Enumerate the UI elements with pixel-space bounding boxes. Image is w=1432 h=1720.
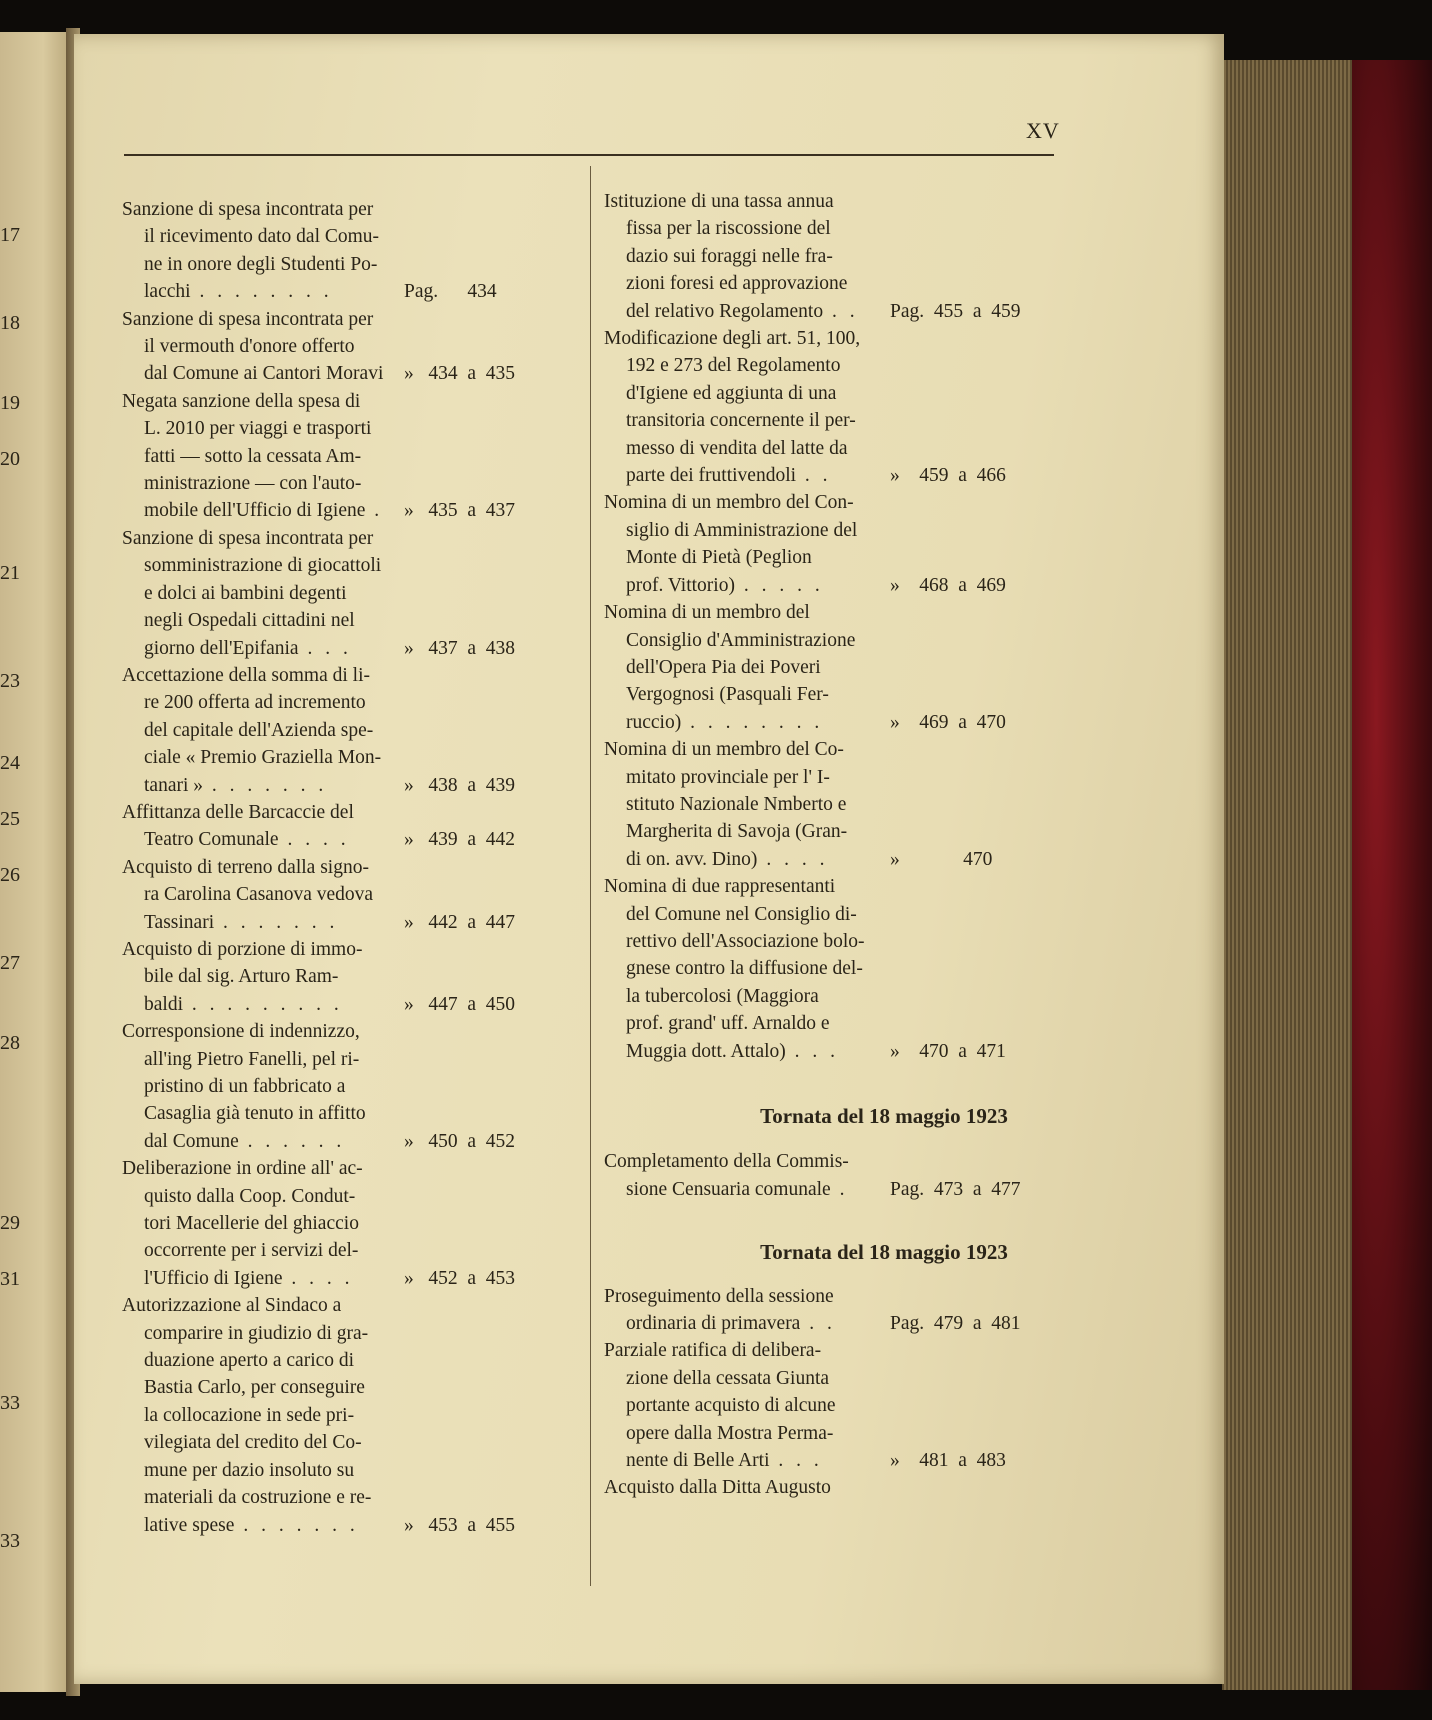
entry-line xyxy=(604,435,1164,462)
index-entry xyxy=(122,306,602,388)
entry-text: Accettazione della somma di li- xyxy=(122,664,370,686)
entry-line xyxy=(122,1457,602,1484)
entry-text: del relativo Regolamento xyxy=(626,300,824,322)
margin-number: 24 xyxy=(0,752,20,774)
index-entry xyxy=(122,1018,602,1155)
section-heading-1: Tornata del 18 maggio 1923 xyxy=(760,1104,1008,1128)
entry-line xyxy=(604,270,1164,297)
entry-line xyxy=(122,552,602,579)
index-entry xyxy=(604,325,1164,489)
entry-line xyxy=(604,1474,1164,1501)
entry-line xyxy=(122,1237,602,1264)
entry-text: zione della cessata Giunta xyxy=(626,1367,830,1389)
entry-text: tori Macellerie del ghiaccio xyxy=(144,1213,359,1235)
index-entry xyxy=(604,736,1164,873)
leader-dots: . . . . . . . xyxy=(234,1514,359,1536)
leader-dots: . . xyxy=(800,1313,836,1335)
leader-dots: . . . xyxy=(298,637,352,659)
index-entry xyxy=(122,854,602,936)
page-reference: Pag. 473 a 477 xyxy=(890,1178,1021,1200)
section-heading-2: Tornata del 18 maggio 1923 xyxy=(760,1240,1008,1265)
margin-number: 25 xyxy=(0,808,20,830)
right-entries-top xyxy=(604,188,1164,1065)
page-reference: » 442 a 447 xyxy=(404,911,516,933)
entry-line xyxy=(604,901,1164,928)
leader-dots: . . . . xyxy=(278,829,350,851)
entry-text: del Comune nel Consiglio di- xyxy=(626,903,857,925)
page-reference: » 439 a 442 xyxy=(404,829,516,851)
leader-dots: . . . . . . xyxy=(238,1130,346,1152)
page-reference: » 450 a 452 xyxy=(404,1130,516,1152)
leader-dots: . xyxy=(830,1178,849,1200)
entry-line xyxy=(604,298,1164,325)
page-reference: » 453 a 455 xyxy=(404,1514,516,1536)
entry-text: re 200 offerta ad incremento xyxy=(144,692,366,714)
entry-text: fatti — sotto la cessata Am- xyxy=(144,445,362,467)
entry-line xyxy=(122,1512,602,1539)
entry-text: ra Carolina Casanova vedova xyxy=(144,884,374,906)
entry-line xyxy=(604,1337,1164,1364)
entry-line xyxy=(122,607,602,634)
entry-text: zioni foresi ed approvazione xyxy=(626,273,848,295)
index-entry xyxy=(604,489,1164,599)
entry-text: messo di vendita del latte da xyxy=(626,437,848,459)
entry-text: tanari » xyxy=(144,774,204,796)
index-entry xyxy=(604,599,1164,736)
margin-number: 17 xyxy=(0,224,20,246)
entry-text: Vergognosi (Pasquali Fer- xyxy=(626,684,829,706)
entry-line xyxy=(122,854,602,881)
margin-number: 23 xyxy=(0,670,20,692)
index-entry xyxy=(122,525,602,662)
index-entry xyxy=(604,873,1164,1065)
entry-text: Negata sanzione della spesa di xyxy=(122,390,361,412)
page-reference: » 468 a 469 xyxy=(890,574,1006,596)
entry-text: Sanzione di spesa incontrata per xyxy=(122,199,374,220)
entry-line xyxy=(122,388,602,415)
entry-text: bile dal sig. Arturo Ram- xyxy=(144,966,339,988)
entry-line xyxy=(122,744,602,771)
entry-line xyxy=(122,1128,602,1155)
entry-line xyxy=(604,1365,1164,1392)
entry-line xyxy=(122,1100,602,1127)
entry-text: dell'Opera Pia dei Poveri xyxy=(626,656,821,678)
index-page xyxy=(74,34,1224,1684)
entry-text: gnese contro la diffusione del- xyxy=(626,958,863,980)
margin-number: 20 xyxy=(0,448,20,470)
entry-text: stituto Nazionale Nmberto e xyxy=(626,793,847,815)
entry-text: Proseguimento della sessione xyxy=(604,1285,834,1307)
entry-text: portante acquisto di alcune xyxy=(626,1395,836,1417)
entry-text: Nomina di un membro del Co- xyxy=(604,739,844,761)
entry-line xyxy=(604,380,1164,407)
entry-line xyxy=(604,544,1164,571)
entry-line xyxy=(122,826,602,853)
margin-number: 26 xyxy=(0,864,20,886)
entry-text: comparire in giudizio di gra- xyxy=(144,1322,369,1344)
entry-line xyxy=(122,470,602,497)
entry-line xyxy=(604,1283,1164,1310)
entry-line xyxy=(122,772,602,799)
index-entry xyxy=(122,799,602,854)
entry-text: Sanzione di spesa incontrata per xyxy=(122,527,374,549)
entry-line xyxy=(604,764,1164,791)
margin-number: 27 xyxy=(0,952,20,974)
entry-text: pristino di un fabbricato a xyxy=(144,1076,346,1097)
entry-line xyxy=(122,580,602,607)
index-entry xyxy=(122,936,602,1018)
entry-line xyxy=(604,791,1164,818)
entry-text: dal Comune ai Cantori Moravi xyxy=(144,363,384,385)
entry-text: materiali da costruzione e re- xyxy=(144,1487,372,1509)
entry-line xyxy=(122,1183,602,1210)
entry-line xyxy=(122,991,602,1018)
entry-line xyxy=(122,1347,602,1374)
entry-line xyxy=(604,1447,1164,1474)
margin-number: 33 xyxy=(0,1530,20,1552)
entry-text: sione Censuaria comunale xyxy=(626,1178,831,1200)
leader-dots: . . . . . . . xyxy=(203,774,328,796)
entry-text: mobile dell'Ufficio di Igiene xyxy=(144,500,366,522)
entry-line xyxy=(122,909,602,936)
entry-line xyxy=(604,1176,1164,1203)
entry-line xyxy=(604,928,1164,955)
entry-line xyxy=(604,1010,1164,1037)
entry-text: Completamento della Commis- xyxy=(604,1151,849,1173)
index-entry xyxy=(604,1337,1164,1474)
entry-text: transitoria concernente il per- xyxy=(626,410,856,432)
entry-line xyxy=(122,525,602,552)
entry-line xyxy=(122,1073,602,1100)
page-reference: Pag. 479 a 481 xyxy=(890,1313,1021,1335)
entry-text: lative spese xyxy=(144,1514,235,1536)
entry-text: occorrente per i servizi del- xyxy=(144,1240,359,1262)
leader-dots: . . xyxy=(796,465,832,487)
entry-line xyxy=(122,963,602,990)
index-entry xyxy=(604,1148,1164,1203)
index-entry xyxy=(604,1283,1164,1338)
entry-text: giorno dell'Epifania xyxy=(144,637,299,659)
entry-line xyxy=(122,278,602,305)
index-entry xyxy=(604,1474,1164,1501)
entry-text: Nomina di un membro del xyxy=(604,602,810,624)
entry-text: quisto dalla Coop. Condut- xyxy=(144,1185,356,1207)
leader-dots: . . . xyxy=(769,1450,823,1472)
left-column xyxy=(122,196,602,1539)
entry-line xyxy=(604,572,1164,599)
entry-line xyxy=(604,983,1164,1010)
entry-text: fissa per la riscossione del xyxy=(626,218,831,240)
left-page-edge xyxy=(0,32,72,1692)
entry-text: Bastia Carlo, per conseguire xyxy=(144,1377,365,1399)
page-number: XV xyxy=(1026,118,1060,143)
page-reference: » 437 a 438 xyxy=(404,637,516,659)
margin-number: 19 xyxy=(0,392,20,414)
entry-line xyxy=(122,223,602,250)
entry-text: Nomina di due rappresentanti xyxy=(604,876,836,898)
entry-text: il vermouth d'onore offerto xyxy=(144,336,355,358)
page-reference: » 470 xyxy=(890,848,993,870)
margin-number: 31 xyxy=(0,1268,20,1290)
page-reference: » 434 a 435 xyxy=(404,363,516,385)
entry-text: Corresponsione di indennizzo, xyxy=(122,1021,360,1043)
entry-line xyxy=(604,873,1164,900)
entry-line xyxy=(604,188,1164,215)
entry-text: dal Comune xyxy=(144,1130,239,1152)
entry-text: d'Igiene ed aggiunta di una xyxy=(626,382,837,404)
entry-text: Acquisto di terreno dalla signo- xyxy=(122,856,369,878)
margin-number: 28 xyxy=(0,1032,20,1054)
entry-text: mitato provinciale per l' I- xyxy=(626,766,830,788)
entry-line xyxy=(122,1320,602,1347)
page-reference: » 469 a 470 xyxy=(890,711,1006,733)
entry-line xyxy=(604,1420,1164,1447)
entry-text: Consiglio d'Amministrazione xyxy=(626,629,856,651)
red-cover xyxy=(1352,60,1432,1690)
entry-line xyxy=(122,360,602,387)
entry-text: mune per dazio insoluto su xyxy=(144,1459,355,1481)
entry-text: opere dalla Mostra Perma- xyxy=(626,1422,834,1444)
entry-line xyxy=(122,689,602,716)
entry-line xyxy=(604,681,1164,708)
entry-line xyxy=(604,818,1164,845)
entry-text: Acquisto di porzione di immo- xyxy=(122,938,363,960)
entry-line xyxy=(122,1429,602,1456)
entry-line xyxy=(122,662,602,689)
right-entries-bottom xyxy=(604,1283,1164,1502)
entry-line xyxy=(604,352,1164,379)
right-entries-mid xyxy=(604,1148,1164,1203)
margin-number: 21 xyxy=(0,562,20,584)
index-entry xyxy=(122,1155,602,1292)
leader-dots: . . . xyxy=(785,1040,840,1062)
entry-line xyxy=(122,1046,602,1073)
page-reference: » 447 a 450 xyxy=(404,993,516,1015)
entry-line xyxy=(604,325,1164,352)
entry-line xyxy=(604,1392,1164,1419)
entry-line xyxy=(122,415,602,442)
leader-dots: . . . . xyxy=(757,848,829,870)
entry-text: rettivo dell'Associazione bolo- xyxy=(626,930,865,952)
entry-text: vilegiata del credito del Co- xyxy=(144,1432,362,1454)
entry-line xyxy=(122,1484,602,1511)
entry-line xyxy=(122,635,602,662)
leader-dots: . . . . . . . . xyxy=(681,711,824,733)
page-reference: » 459 a 466 xyxy=(890,465,1006,487)
entry-text: Margherita di Savoja (Gran- xyxy=(626,821,848,843)
margin-number: 33 xyxy=(0,1392,20,1414)
entry-text: L. 2010 per viaggi e trasporti xyxy=(144,418,372,440)
entry-line xyxy=(122,333,602,360)
entry-line xyxy=(604,407,1164,434)
entry-text: la tubercolosi (Maggiora xyxy=(626,985,819,1007)
entry-line xyxy=(122,306,602,333)
entry-line xyxy=(604,846,1164,873)
entry-line xyxy=(604,1148,1164,1175)
margin-number: 18 xyxy=(0,312,20,334)
entry-text: Acquisto dalla Ditta Augusto xyxy=(604,1477,831,1499)
entry-text: parte dei fruttivendoli xyxy=(626,465,797,487)
page-block-edge xyxy=(1222,60,1352,1690)
entry-text: nente di Belle Arti xyxy=(626,1450,770,1472)
leader-dots: . . . . . . . . . xyxy=(183,993,343,1015)
entry-line xyxy=(122,1402,602,1429)
entry-text: prof. Vittorio) xyxy=(626,574,735,596)
entry-text: Tassinari xyxy=(144,911,215,933)
entry-text: prof. grand' uff. Arnaldo e xyxy=(626,1013,830,1035)
entry-line xyxy=(604,1310,1164,1337)
entry-text: Deliberazione in ordine all' ac- xyxy=(122,1158,363,1180)
entry-text: ne in onore degli Studenti Po- xyxy=(144,253,378,275)
entry-text: del capitale dell'Azienda spe- xyxy=(144,719,374,741)
entry-text: baldi xyxy=(144,993,183,1015)
entry-text: Istituzione di una tassa annua xyxy=(604,191,834,212)
page-reference: » 452 a 453 xyxy=(404,1267,516,1289)
entry-line xyxy=(122,881,602,908)
entry-line xyxy=(604,1038,1164,1065)
entry-text: Nomina di un membro del Con- xyxy=(604,492,854,514)
entry-text: di on. avv. Dino) xyxy=(626,848,758,870)
entry-line xyxy=(122,251,602,278)
entry-text: Sanzione di spesa incontrata per xyxy=(122,308,374,330)
leader-dots: . . . . . . . . xyxy=(190,281,333,303)
index-entry xyxy=(604,188,1164,325)
entry-text: Casaglia già tenuto in affitto xyxy=(144,1103,366,1125)
right-column xyxy=(604,188,1164,1502)
entry-line xyxy=(122,799,602,826)
entry-line xyxy=(122,1292,602,1319)
entry-text: e dolci ai bambini degenti xyxy=(144,582,347,604)
page-reference: » 435 a 437 xyxy=(404,500,516,522)
page-reference: » 481 a 483 xyxy=(890,1450,1006,1472)
entry-line xyxy=(604,599,1164,626)
entry-text: il ricevimento dato dal Comu- xyxy=(144,226,380,248)
entry-line xyxy=(604,736,1164,763)
leader-dots: . xyxy=(365,500,384,522)
entry-line xyxy=(604,215,1164,242)
page-reference: Pag. 434 xyxy=(404,281,497,303)
left-margin-numbers xyxy=(0,32,30,1692)
entry-line xyxy=(122,1374,602,1401)
entry-text: Teatro Comunale xyxy=(144,829,279,851)
entry-text: Affittanza delle Barcaccie del xyxy=(122,801,354,823)
index-entry xyxy=(122,1292,602,1539)
entry-text: ordinaria di primavera xyxy=(626,1313,801,1335)
entry-text: somministrazione di giocattoli xyxy=(144,555,382,577)
entry-line xyxy=(604,243,1164,270)
entry-line xyxy=(604,462,1164,489)
entry-text: lacchi xyxy=(144,281,191,303)
entry-text: duazione aperto a carico di xyxy=(144,1350,355,1372)
page-reference: Pag. 455 a 459 xyxy=(890,300,1021,322)
entry-text: siglio di Amministrazione del xyxy=(626,519,858,541)
entry-line xyxy=(122,1155,602,1182)
margin-number: 29 xyxy=(0,1212,20,1234)
entry-text: Muggia dott. Attalo) xyxy=(626,1040,786,1062)
leader-dots: . . . . . . . xyxy=(214,911,339,933)
leader-dots: . . . . . xyxy=(734,574,824,596)
entry-line xyxy=(604,489,1164,516)
entry-text: Modificazione degli art. 51, 100, xyxy=(604,328,861,350)
entry-text: all'ing Pietro Fanelli, pel ri- xyxy=(144,1048,360,1070)
entry-line xyxy=(604,654,1164,681)
entry-line xyxy=(122,717,602,744)
entry-line xyxy=(122,1265,602,1292)
leader-dots: . . . . xyxy=(282,1267,354,1289)
entry-text: 192 e 273 del Regolamento xyxy=(626,355,841,377)
entry-text: la collocazione in sede pri- xyxy=(144,1404,355,1426)
leader-dots: . . xyxy=(823,300,859,322)
index-entry xyxy=(122,196,602,306)
entry-line xyxy=(122,443,602,470)
entry-line xyxy=(604,517,1164,544)
header-rule xyxy=(124,154,1054,156)
entry-line xyxy=(122,1018,602,1045)
entry-line xyxy=(122,936,602,963)
index-entry xyxy=(122,388,602,525)
entry-text: Monte di Pietà (Peglion xyxy=(626,547,812,569)
entry-text: negli Ospedali cittadini nel xyxy=(144,610,355,632)
entry-line xyxy=(604,627,1164,654)
entry-text: Autorizzazione al Sindaco a xyxy=(122,1295,342,1317)
entry-text: Parziale ratifica di delibera- xyxy=(604,1340,822,1362)
entry-line xyxy=(122,196,602,223)
entry-line xyxy=(604,709,1164,736)
page-reference: » 470 a 471 xyxy=(890,1040,1006,1062)
entry-text: ruccio) xyxy=(626,711,682,733)
entry-line xyxy=(604,955,1164,982)
page-reference: » 438 a 439 xyxy=(404,774,516,796)
entry-line xyxy=(122,497,602,524)
entry-line xyxy=(122,1210,602,1237)
entry-text: dazio sui foraggi nelle fra- xyxy=(626,245,833,267)
entry-text: ministrazione — con l'auto- xyxy=(144,473,362,495)
index-entry xyxy=(122,662,602,799)
entry-text: l'Ufficio di Igiene xyxy=(144,1267,283,1289)
entry-text: ciale « Premio Graziella Mon- xyxy=(144,747,382,769)
